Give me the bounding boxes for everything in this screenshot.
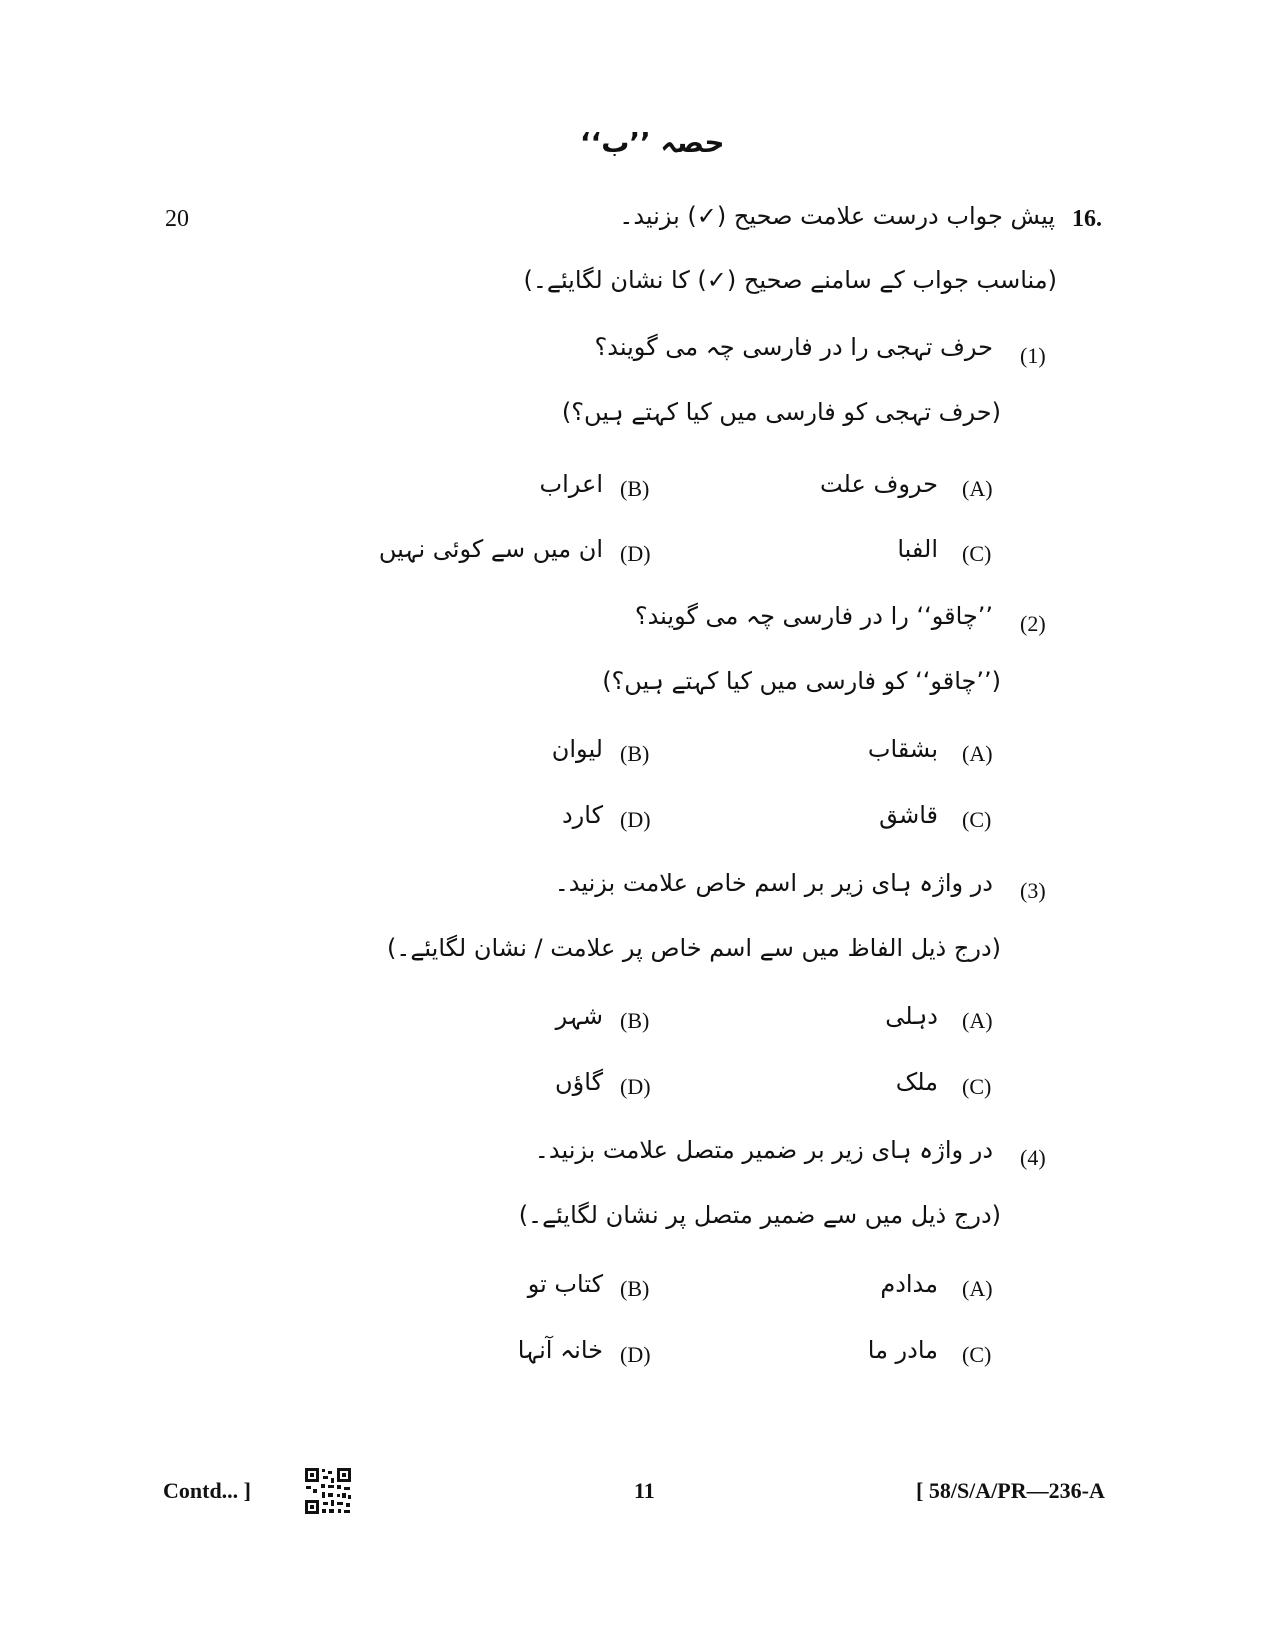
section-title: حصہ ’’ب‘‘ [580,126,725,159]
subquestion-2-option-b: لیوان [551,735,603,763]
question-instruction-ur: (مناسب جواب کے سامنے صحیح (✓) کا نشان لگایئے۔) [523,266,1057,294]
subquestion-3-option-c-label: (C) [962,1074,992,1099]
subquestion-4-option-a-label: (A) [962,1276,993,1301]
subquestion-1-option-d: ان میں سے کوئی نہیں [378,535,603,563]
subquestion-2-text-fa: ’’چاقو‘‘ را در فارسی چہ می گویند؟ [634,602,993,630]
subquestion-3-option-c: ملک [895,1068,938,1096]
subquestion-4-option-a: مدادم [880,1270,938,1298]
subquestion-3-option-d-label: (D) [620,1074,651,1099]
subquestion-1-option-b: اعراب [539,470,603,498]
subquestion-4-option-d: خانہ آنہا [517,1336,603,1364]
subquestion-3-option-b-label: (B) [620,1008,650,1033]
subquestion-4-number: (4) [1020,1145,1046,1170]
question-number: 16. [1072,206,1102,232]
subquestion-2-number: (2) [1020,611,1046,636]
subquestion-2-option-a: بشقاب [867,735,938,763]
subquestion-1-option-a-label: (A) [962,476,993,501]
subquestion-3-text-fa: در واژہ ہای زیر بر اسم خاص علامت بزنید۔ [554,869,993,897]
paper-code: [ 58/S/A/PR—236-A [916,1478,1105,1503]
subquestion-4-option-b-label: (B) [620,1276,650,1301]
subquestion-1-option-b-label: (B) [620,476,650,501]
subquestion-4-text-ur: (درج ذیل میں سے ضمیر متصل پر نشان لگایئے۔) [518,1201,1001,1229]
subquestion-1-option-c: الفبا [897,535,938,563]
subquestion-4-option-c-label: (C) [962,1342,992,1367]
subquestion-4-option-b: کتاب تو [527,1270,603,1298]
question-instruction-fa: پیش جواب درست علامت صحیح (✓) بزنید۔ [619,202,1055,230]
subquestion-2-option-a-label: (A) [962,741,993,766]
footer-contd: Contd... ] [163,1478,252,1503]
subquestion-1-text-ur: (حرف تہجی کو فارسی میں کیا کہتے ہیں؟) [561,398,1001,426]
subquestion-2-text-ur: (’’چاقو‘‘ کو فارسی میں کیا کہتے ہیں؟) [602,667,1001,695]
subquestion-3-text-ur: (درج ذیل الفاظ میں سے اسم خاص پر علامت / نشان لگایئے۔) [386,934,1001,962]
subquestion-2-option-c-label: (C) [962,807,992,832]
subquestion-2-option-d-label: (D) [620,807,651,832]
subquestion-3-number: (3) [1020,878,1046,903]
subquestion-1-text-fa: حرف تہجی را در فارسی چہ می گویند؟ [594,333,993,361]
subquestion-3-option-d: گاؤں [555,1068,603,1096]
subquestion-2-option-c: قاشق [879,801,938,829]
subquestion-1-number: (1) [1020,343,1046,368]
subquestion-1-option-c-label: (C) [962,541,992,566]
subquestion-1-option-d-label: (D) [620,541,651,566]
subquestion-1-option-a: حروف علت [819,470,938,498]
subquestion-2-option-b-label: (B) [620,741,650,766]
page-number: 11 [634,1478,655,1503]
qr-code-icon [304,1467,352,1515]
subquestion-4-option-c: مادر ما [867,1336,938,1364]
marks: 20 [165,206,189,232]
subquestion-4-option-d-label: (D) [620,1342,651,1367]
subquestion-3-option-b: شہر [555,1002,603,1030]
subquestion-4-text-fa: در واژہ ہای زیر بر ضمیر متصل علامت بزنید۔ [534,1136,993,1164]
subquestion-3-option-a-label: (A) [962,1008,993,1033]
subquestion-2-option-d: کارد [561,801,603,829]
subquestion-3-option-a: دہلی [885,1002,938,1030]
